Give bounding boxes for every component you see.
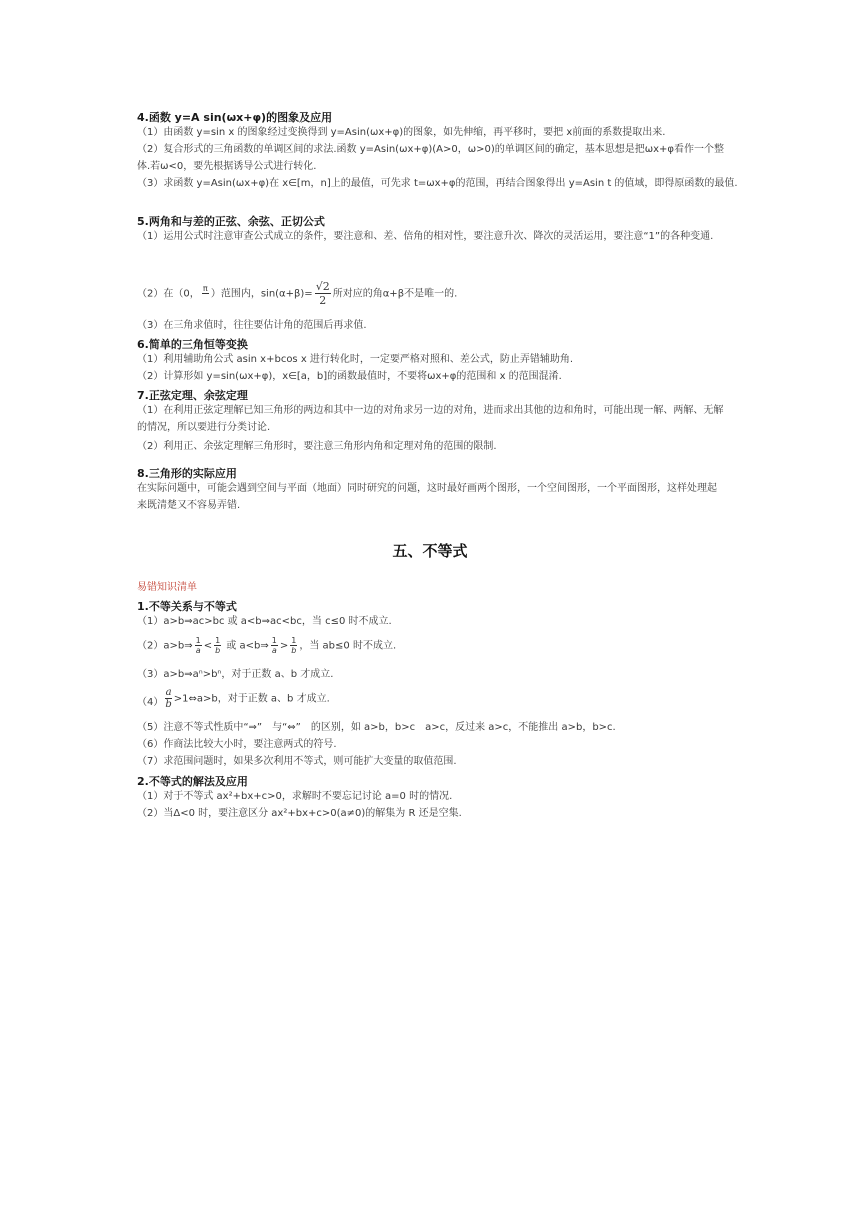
a-over-b-fraction xyxy=(165,687,171,710)
frac-b: b xyxy=(291,646,297,655)
root2-numerator: √2 xyxy=(315,280,330,293)
ineq-gt: > xyxy=(279,640,289,652)
section-5-line-2 xyxy=(137,280,457,307)
chapter-title: 五、不等式 xyxy=(392,542,468,560)
inequality-1-line-4 xyxy=(137,687,330,710)
inequality-1-line-5: （5）注意不等式性质中“⇒” 与“⇔” 的区别，如 a>b，b>c a>c，反过来 a>c，不能推出 a>b，b>c. xyxy=(137,722,616,733)
section-7-line-2: （2）利用正、余弦定理解三角形时，要注意三角形内角和定理对角的范围的限制. xyxy=(137,441,497,452)
section-8-title: 8.三角形的实际应用 xyxy=(137,467,237,480)
inequality-1-line-1: （1）a>b⇒ac>bc 或 a<b⇒ac<bc，当 c≤0 时不成立. xyxy=(137,616,392,627)
section-8-line-1b: 来既清楚又不容易弄错. xyxy=(137,500,241,511)
section-4-line-3: （3）求函数 y=Asin(ωx+φ)在 x∈[m，n]上的最值，可先求 t=ωx+φ的范围，再结合图象得出 y=Asin t 的值域，即得原函数的最值. xyxy=(137,178,738,189)
inequality-1-line-6: （6）作商法比较大小时，要注意两式的符号. xyxy=(137,739,337,750)
inequality-2-line-1: （1）对于不等式 ax²+bx+c>0，求解时不要忘记讨论 a=0 时的情况. xyxy=(137,791,453,802)
ineq-l2-post: ，当 ab≤0 时不成立. xyxy=(299,640,397,652)
pi-symbol: π xyxy=(202,284,208,293)
ineq-or: 或 a<b⇒ xyxy=(226,640,269,652)
frac-one: 1 xyxy=(195,636,201,645)
one-over-b-fraction xyxy=(214,636,221,655)
frac-one: 1 xyxy=(215,636,221,645)
inequality-2-title: 2.不等式的解法及应用 xyxy=(137,775,248,788)
section-7-line-1a: （1）在利用正弦定理解已知三角形的两边和其中一边的对角求另一边的对角，进而求出其他的边和角时，可能出现一解、两解、无解 xyxy=(137,405,724,416)
root2-denominator: 2 xyxy=(319,294,327,307)
section-5-l2-post: 所对应的角α+β不是唯一的. xyxy=(332,288,458,300)
section-5-l2-pre: （2）在（0， xyxy=(137,288,200,300)
one-over-a-fraction xyxy=(195,636,202,655)
inequality-1-line-3: （3）a>b⇒aⁿ>bⁿ，对于正数 a、b 才成立. xyxy=(137,669,334,680)
section-7-line-1b: 的情况，所以要进行分类讨论. xyxy=(137,422,271,433)
ineq-l4-label: （4） xyxy=(137,697,164,708)
one-over-a-fraction-2 xyxy=(271,636,278,655)
frac-a: a xyxy=(195,646,201,655)
section-5-line-3: （3）在三角求值时，往往要估计角的范围后再求值. xyxy=(137,320,367,331)
ineq-lt: < xyxy=(203,640,213,652)
root2-fraction xyxy=(315,280,331,307)
frac-one: 1 xyxy=(291,636,297,645)
section-4-line-2b: 体.若ω<0，要先根据诱导公式进行转化. xyxy=(137,161,317,172)
frac-a-top: a xyxy=(165,687,172,698)
section-6-line-2: （2）计算形如 y=sin(ωx+φ)，x∈[a，b]的函数最值时，不要将ωx+φ的范围和 x 的范围混淆. xyxy=(137,371,562,382)
inequality-1-line-7: （7）求范围问题时，如果多次利用不等式，则可能扩大变量的取值范围. xyxy=(137,756,457,767)
inequality-1-title: 1.不等关系与不等式 xyxy=(137,600,237,613)
section-4-line-1: （1）由函数 y=sin x 的图象经过变换得到 y=Asin(ωx+φ)的图象，如先伸缩，再平移时，要把 x前面的系数提取出来. xyxy=(137,127,666,138)
pi-fraction xyxy=(202,284,209,303)
section-6-title: 6.简单的三角恒等变换 xyxy=(137,338,248,351)
section-6-line-1: （1）利用辅助角公式 asin x+bcos x 进行转化时，一定要严格对照和、差公式，防止弄错辅助角. xyxy=(137,354,574,365)
inequality-2-line-2: （2）当Δ<0 时，要注意区分 ax²+bx+c>0(a≠0)的解集为 R 还是空集. xyxy=(137,808,462,819)
one-over-b-fraction-2 xyxy=(290,636,297,655)
section-5-line-1: （1）运用公式时注意审查公式成立的条件，要注意和、差、倍角的相对性，要注意升次、降次的灵活运用，要注意“1”的各种变通. xyxy=(137,231,714,242)
section-8-line-1a: 在实际问题中，可能会遇到空间与平面（地面）同时研究的问题，这时最好画两个图形，一个空间图形，一个平面图形，这样处理起 xyxy=(137,483,717,494)
section-5-l2-mid: ）范围内，sin(α+β)= xyxy=(210,288,313,300)
section-4-line-2a: （2）复合形式的三角函数的单调区间的求法.函数 y=Asin(ωx+φ)(A>0，ω>0)的单调区间的确定，基本思想是把ωx+φ看作一个整 xyxy=(137,144,725,155)
section-4-title: 4.函数 y=A sin(ωx+φ)的图象及应用 xyxy=(137,111,333,124)
ineq-l4-post: >1⇔a>b，对于正数 a、b 才成立. xyxy=(173,693,330,705)
frac-one: 1 xyxy=(271,636,277,645)
section-7-title: 7.正弦定理、余弦定理 xyxy=(137,389,248,402)
section-5-title: 5.两角和与差的正弦、余弦、正切公式 xyxy=(137,215,325,228)
frac-a: a xyxy=(271,646,277,655)
inequality-1-line-2 xyxy=(137,636,396,655)
frac-b-bottom: b xyxy=(165,699,172,710)
ineq-l2-pre: （2）a>b⇒ xyxy=(137,640,193,652)
frac-b: b xyxy=(215,646,221,655)
error-list-subtitle: 易错知识清单 xyxy=(137,582,197,593)
